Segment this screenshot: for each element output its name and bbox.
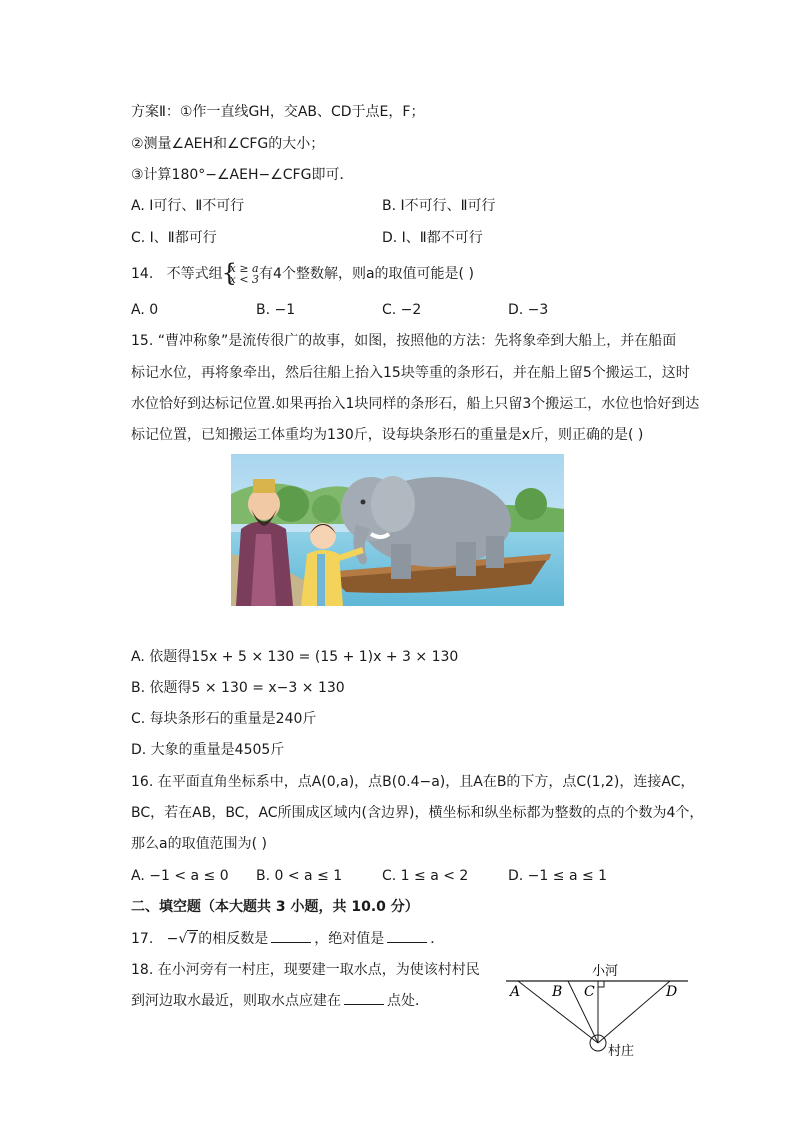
segment-d (598, 981, 670, 1043)
plan2-step2: ②测量∠AEH和∠CFG的大小； (131, 136, 325, 152)
q13-option-b: B. Ⅰ不可行、Ⅱ可行 (382, 198, 496, 214)
inequality-2: x < 3 (229, 273, 260, 286)
river-village-diagram (502, 958, 698, 1058)
inequality-system (223, 263, 259, 285)
point-a-label: A (510, 984, 521, 1000)
q13-option-a: A. Ⅰ可行、Ⅱ不可行 (131, 198, 245, 214)
q18-text-2: 点处． (387, 993, 429, 1009)
q14-option-d: D. −3 (508, 302, 549, 318)
q14-option-c: C. −2 (382, 302, 422, 318)
q15-line-3: 水位恰好到达标记位置.如果再抬入1块同样的条形石，船上只留3个搬运工，水位也恰好到达 (131, 396, 700, 412)
q17-text-2: ，绝对值是 (314, 931, 385, 947)
q16-option-a: A. −1 < a ≤ 0 (131, 868, 229, 884)
point-c-label: C (584, 984, 595, 1000)
q16-line-1: 16. 在平面直角坐标系中，点A(0,a)，点B(0.4−a)，且A在B的下方，点C(1,2)，连接AC， (131, 774, 695, 790)
q14-suffix: 有4个整数解，则a的取值可能是( ) (259, 266, 474, 282)
q17-number: 17. (131, 931, 154, 947)
q16-line-2: BC，若在AB，BC，AC所围成区域内(含边界)，横坐标和纵坐标都为整数的点的个数为4个， (131, 805, 704, 821)
river-label: 小河 (592, 964, 619, 979)
sqrt-7: √7 (178, 931, 198, 947)
sqrt-radicand: 7 (188, 931, 198, 947)
q15-line-4: 标记位置，已知搬运工体重均为130斤，设每块条形石的重量是x斤，则正确的是( ) (131, 427, 644, 443)
q16-option-d: D. −1 ≤ a ≤ 1 (508, 868, 608, 884)
q13-option-c: C. Ⅰ、Ⅱ都可行 (131, 230, 217, 246)
q16-option-b: B. 0 < a ≤ 1 (256, 868, 343, 884)
q14-option-b: B. −1 (256, 302, 296, 318)
right-angle-mark (598, 981, 604, 987)
cao-chong-elephant-illustration (231, 454, 564, 606)
plan2-step3: ③计算180°−∠AEH−∠CFG即可． (131, 167, 354, 183)
q17-blank-2[interactable] (387, 930, 427, 943)
q17-stem (131, 929, 444, 949)
q17-end: ． (430, 931, 445, 947)
plan2-step1: 方案Ⅱ：①作一直线GH，交AB、CD于点E，F； (131, 104, 425, 120)
q14-prefix: 不等式组 (166, 266, 223, 282)
q18-blank[interactable] (344, 992, 384, 1005)
q15-option-a: A. 依题得15x + 5 × 130 = (15 + 1)x + 3 × 130 (131, 649, 459, 665)
q15-option-d: D. 大象的重量是4505斤 (131, 742, 285, 758)
q17-blank-1[interactable] (271, 930, 311, 943)
q15-option-c: C. 每块条形石的重量是240斤 (131, 711, 317, 727)
village-label: 村庄 (608, 1044, 635, 1058)
q15-line-2: 标记水位，再将象牵出，然后往船上抬入15块等重的条形石，并在船上留5个搬运工，这时 (131, 365, 690, 381)
q14-number: 14. (131, 266, 154, 282)
q17-text-1: 的相反数是 (198, 931, 269, 947)
q15-line-1: 15. “曹冲称象”是流传很广的故事，如图，按照他的方法：先将象牵到大船上，并在船面 (131, 333, 677, 349)
q18-line-1: 18. 在小河旁有一村庄，现要建一取水点，为使该村村民 (131, 962, 480, 978)
q14-stem (131, 263, 474, 285)
q14-option-a: A. 0 (131, 302, 159, 318)
point-b-label: B (552, 984, 563, 1000)
inequality-1: { x ≥ a (229, 262, 259, 275)
q18-line-2 (131, 991, 429, 1011)
q13-option-d: D. Ⅰ、Ⅱ都不可行 (382, 230, 483, 246)
q15-option-b: B. 依题得5 × 130 = x−3 × 130 (131, 680, 345, 696)
section-heading-fill-in: 二、填空题（本大题共 3 小题，共 10.0 分） (131, 899, 419, 915)
point-d-label: D (666, 984, 678, 1000)
q16-line-3: 那么a的取值范围为( ) (131, 836, 267, 852)
q17-minus: − (166, 931, 179, 947)
q18-text-1: 到河边取水最近，则取水点应建在 (131, 993, 341, 1009)
q16-option-c: C. 1 ≤ a < 2 (382, 868, 469, 884)
